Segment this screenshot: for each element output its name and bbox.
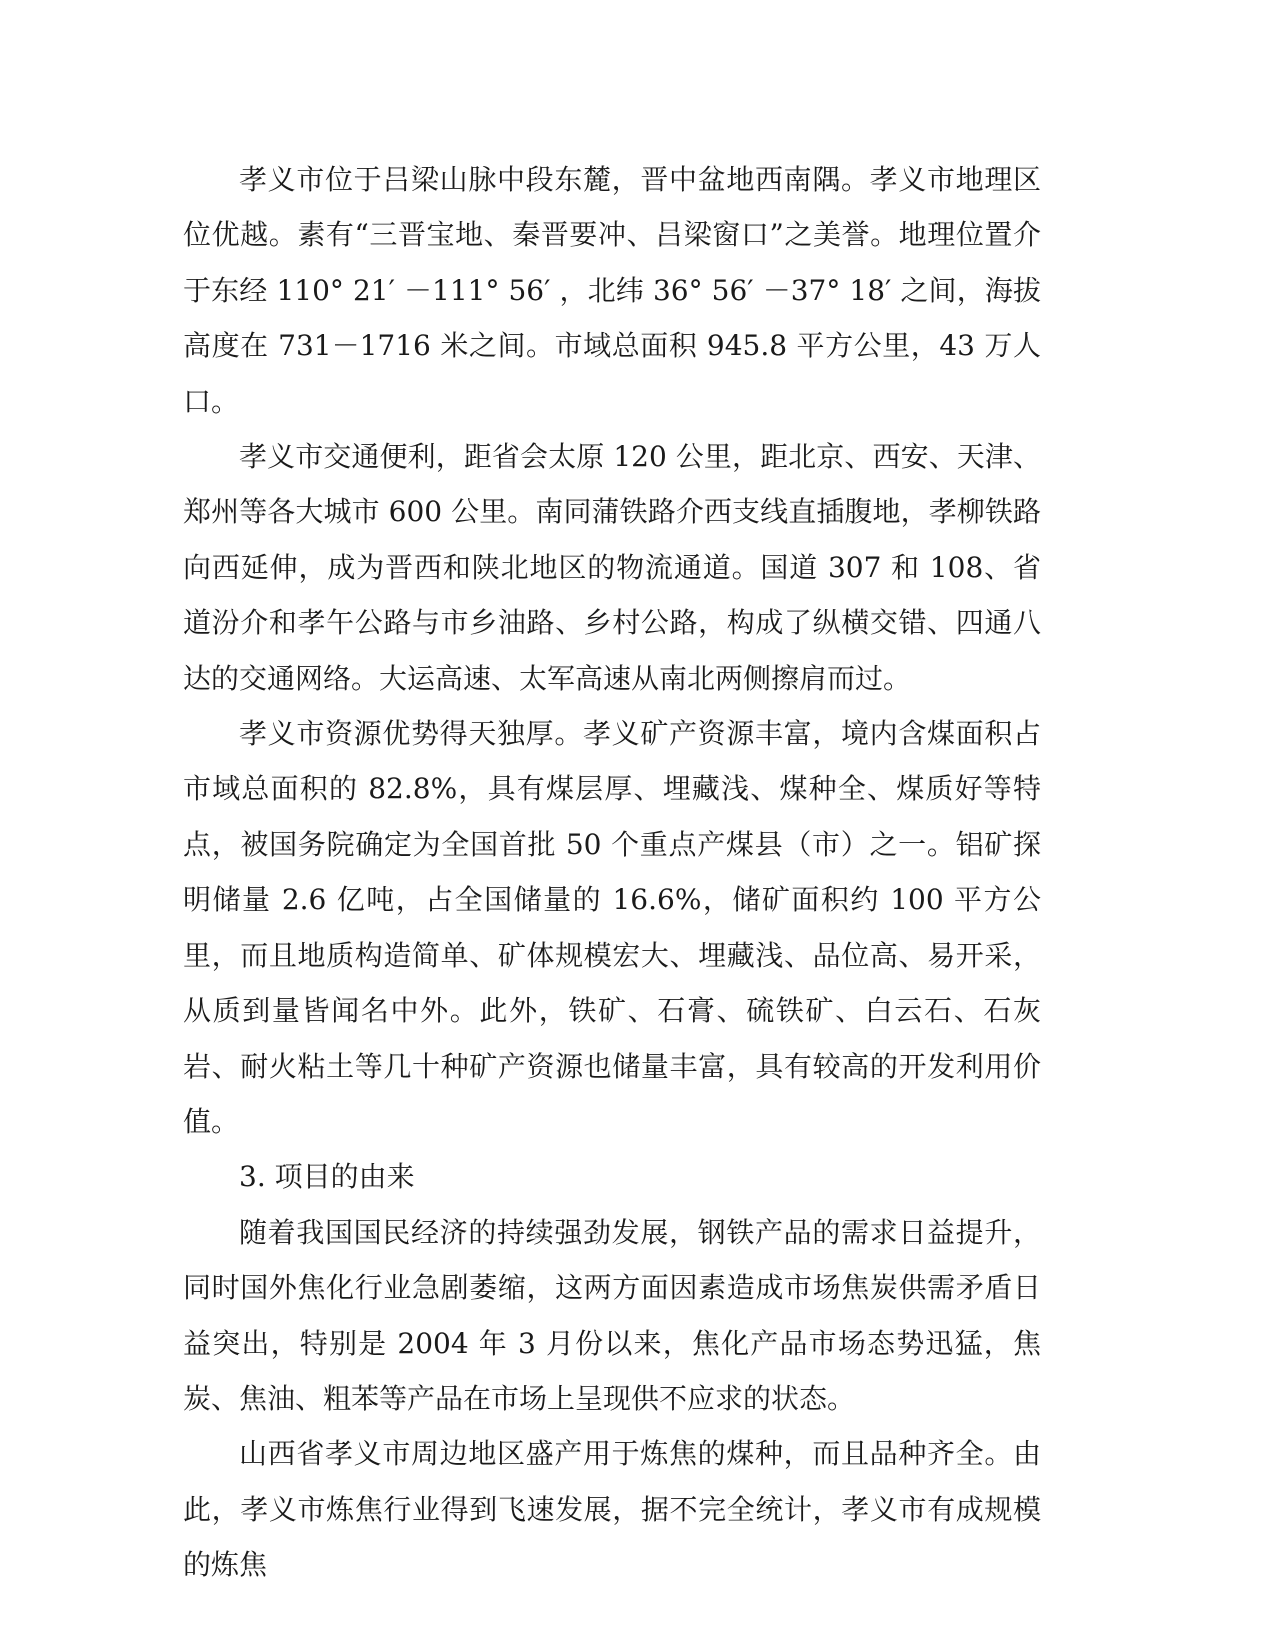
paragraph-resources: 孝义市资源优势得天独厚。孝义矿产资源丰富，境内含煤面积占市域总面积的 82.8%，具有煤层厚、埋藏浅、煤种全、煤质好等特点，被国务院确定为全国首批 50 个重点产煤县（市）之一。铝矿探明储量 2.6 亿吨，占全国储量的 16.6%，储矿面积约 100 平方公里，而且地质构造简单、矿体规模宏大、埋藏浅、品位高、易开采，从质到量皆闻名中外。此外，铁矿、石膏、硫铁矿、白云石、石灰岩、耐火粘土等几十种矿产资源也储量丰富，具有较高的开发利用价值。	[183, 717, 1041, 1138]
document-body	[183, 152, 1041, 1593]
section-heading: 3. 项目的由来	[239, 1160, 415, 1194]
paragraph-transportation: 孝义市交通便利，距省会太原 120 公里，距北京、西安、天津、郑州等各大城市 600 公里。南同蒲铁路介西支线直插腹地，孝柳铁路向西延伸，成为晋西和陕北地区的物流通道。国道 307 和 108、省道汾介和孝午公路与市乡油路、乡村公路，构成了纵横交错、四通八达的交通网络。大运高速、太军高速从南北两侧擦肩而过。	[183, 440, 1041, 695]
paragraph-geography: 孝义市位于吕梁山脉中段东麓，晋中盆地西南隅。孝义市地理区位优越。素有“三晋宝地、秦晋要冲、吕梁窗口”之美誉。地理位置介于东经 110° 21′ －111° 56′ ，北纬 36° 56′ －37° 18′ 之间，海拔高度在 731－1716 米之间。市域总面积 945.8 平方公里，43 万人口。	[183, 163, 1041, 418]
paragraph-project-origin: 随着我国国民经济的持续强劲发展，钢铁产品的需求日益提升，同时国外焦化行业急剧萎缩，这两方面因素造成市场焦炭供需矛盾日益突出，特别是 2004 年 3 月份以来，焦化产品市场态势迅猛，焦炭、焦油、粗苯等产品在市场上呈现供不应求的状态。	[183, 1215, 1041, 1415]
paragraph-coking-industry: 山西省孝义市周边地区盛产用于炼焦的煤种，而且品种齐全。由此，孝义市炼焦行业得到飞速发展，据不完全统计，孝义市有成规模的炼焦	[183, 1437, 1041, 1582]
